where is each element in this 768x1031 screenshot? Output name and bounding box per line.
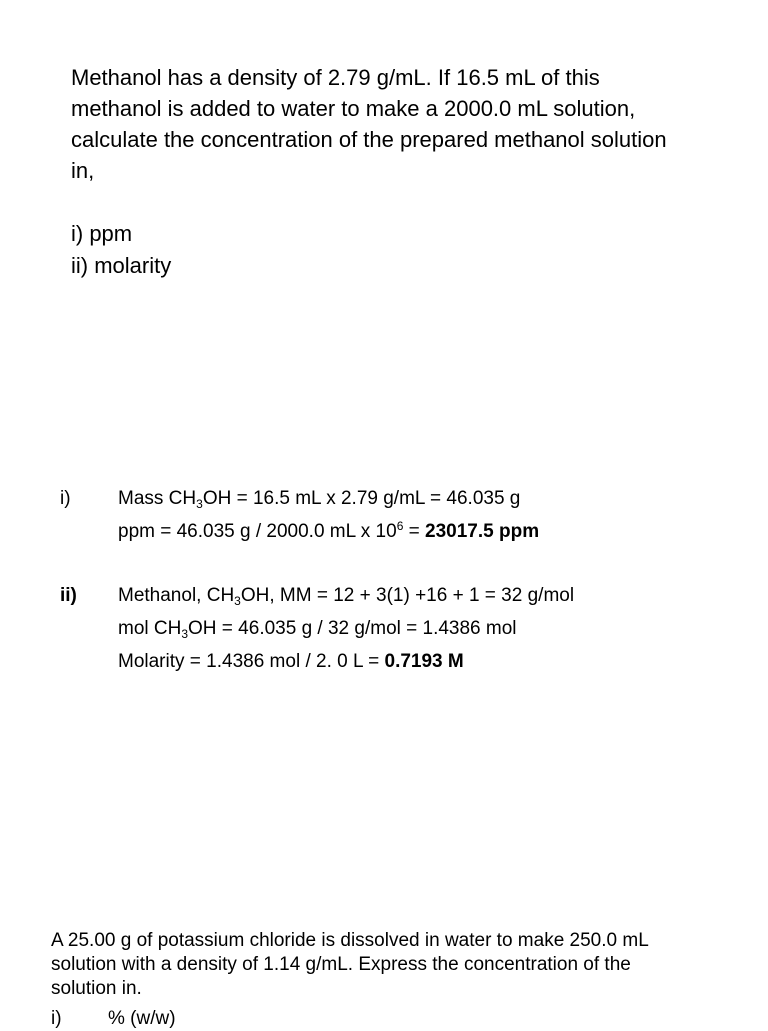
question-1-text [71,62,728,186]
molar-mass-calculation: Methanol, $CH_3OH$, MM = 12 + 3(1) +16 + 1 = 32 g/mol [118,585,575,608]
part-molarity: ii) molarity [71,253,172,278]
molarity-calculation: Molarity = 1.4386 mol / 2. 0 L = 0.7193 M [118,651,464,672]
question-1-line: calculate the concentration of the prepared methanol solution [71,127,667,152]
question-1-line: methanol is added to water to make a 2000.0 mL solution, [71,96,636,121]
part-ppm: i) ppm [71,221,133,246]
question-2-line: A 25.00 g of potassium chloride is dissolved in water to make 250.0 mL [51,930,649,951]
question-1-parts [71,218,171,282]
question-2-part-label: i) [51,1008,62,1029]
question-1-line: Methanol has a density of 2.79 g/mL. If 16.5 mL of this [71,65,600,90]
solution-ii-label: ii) [60,585,77,606]
moles-calculation: mol $CH_3OH = 46.035$ g / 32 g/mol = 1.4386 mol [118,618,517,641]
ppm-calculation: ppm = 46.035 g / 2000.0 mL x $10^6 = 23017.5$ ppm [118,519,540,542]
question-2-line: solution with a density of 1.14 g/mL. Express the concentration of the [51,954,631,975]
question-2-part-i [51,1007,176,1031]
ppm-answer: 23017.5 ppm [425,521,540,542]
molarity-answer: 0.7193 M [384,651,464,672]
question-2-line: solution in. [51,978,142,999]
mass-calculation: Mass $CH_3OH = 16.5$ mL x 2.79 g/mL = 46.035 g [118,488,521,511]
question-1-line: in, [71,158,95,183]
question-2-text [51,929,731,1001]
question-2-part-text: % (w/w) [108,1008,176,1029]
solution-i-label: i) [60,488,71,509]
